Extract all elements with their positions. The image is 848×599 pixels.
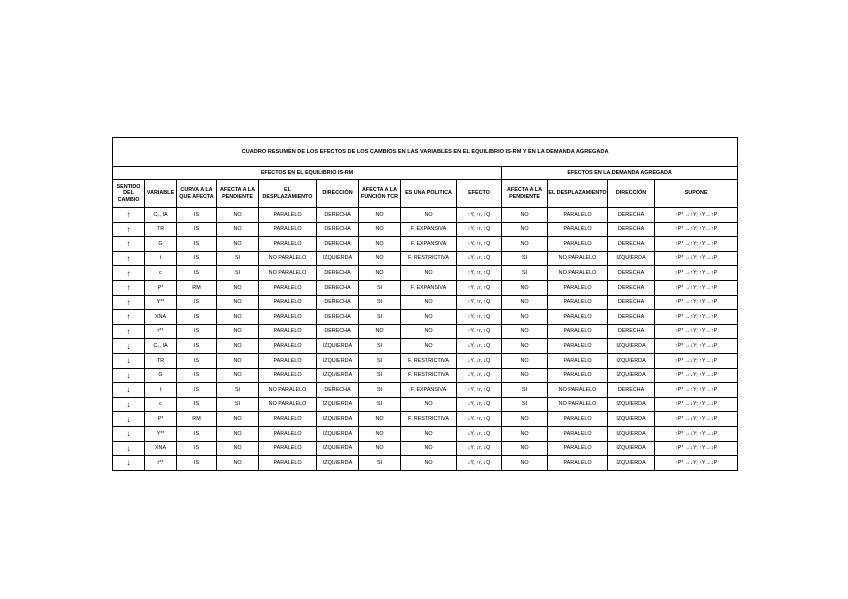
cell-da-direccion: DERECHA bbox=[608, 280, 655, 295]
cell-direccion: DERECHA bbox=[317, 266, 359, 281]
cell-da-desplazamiento: NO PARALELO bbox=[548, 383, 608, 398]
cell-direccion: DERECHA bbox=[317, 237, 359, 252]
cell-pendiente: NO bbox=[217, 295, 259, 310]
cell-politica: NO bbox=[401, 310, 457, 325]
cell-sentido: ↑ bbox=[113, 208, 145, 223]
cell-efecto: ↓Y, ↓r, ↓Q bbox=[457, 368, 502, 383]
cell-supone: ↑P* →↓Y; ↑Y→↓P bbox=[655, 426, 738, 441]
cell-pendiente: SI bbox=[217, 383, 259, 398]
cell-da-desplazamiento: PARALELO bbox=[548, 280, 608, 295]
cell-curva: IS bbox=[177, 237, 217, 252]
cell-pendiente: NO bbox=[217, 456, 259, 471]
cell-curva: RM bbox=[177, 412, 217, 427]
cell-pendiente: NO bbox=[217, 208, 259, 223]
cell-variable: Y** bbox=[145, 295, 177, 310]
table-row bbox=[113, 280, 738, 295]
cell-pendiente: NO bbox=[217, 353, 259, 368]
cell-variable: t bbox=[145, 383, 177, 398]
cell-pendiente: SI bbox=[217, 397, 259, 412]
cell-pendiente: NO bbox=[217, 280, 259, 295]
cell-direccion: IZQUIERDA bbox=[317, 426, 359, 441]
cell-efecto: ↓Y, ↑r, ↓Q bbox=[457, 456, 502, 471]
cell-efecto: ↑Y, ↑r, ↑Q bbox=[457, 266, 502, 281]
cell-politica: NO bbox=[401, 324, 457, 339]
cell-desplazamiento: PARALELO bbox=[259, 441, 317, 456]
cell-politica: NO bbox=[401, 339, 457, 354]
cell-da-direccion: DERECHA bbox=[608, 310, 655, 325]
cell-desplazamiento: NO PARALELO bbox=[259, 383, 317, 398]
col-header-efecto: EFECTO bbox=[457, 180, 502, 208]
cell-tcr: NO bbox=[359, 251, 401, 266]
cell-da-desplazamiento: PARALELO bbox=[548, 208, 608, 223]
table-row bbox=[113, 368, 738, 383]
table-row bbox=[113, 266, 738, 281]
table-row bbox=[113, 237, 738, 252]
table-row bbox=[113, 383, 738, 398]
cell-supone: ↑P* →↑Y; ↑Y→↑P bbox=[655, 310, 738, 325]
cell-politica: NO bbox=[401, 295, 457, 310]
cell-desplazamiento: PARALELO bbox=[259, 324, 317, 339]
cell-supone: ↑P* →↑Y; ↑Y→↑P bbox=[655, 208, 738, 223]
cell-direccion: DERECHA bbox=[317, 324, 359, 339]
cell-sentido: ↓ bbox=[113, 426, 145, 441]
cell-pendiente: NO bbox=[217, 237, 259, 252]
col-header-curva: CURVA A LA QUE AFECTA bbox=[177, 180, 217, 208]
cell-tcr: SI bbox=[359, 339, 401, 354]
cell-supone: ↑P* →↓Y; ↑Y→↓P bbox=[655, 339, 738, 354]
cell-efecto: ↑Y, ↑r, ↑Q bbox=[457, 295, 502, 310]
cell-efecto: ↓Y, ↓r, ↓Q bbox=[457, 426, 502, 441]
cell-da-pendiente: NO bbox=[502, 280, 548, 295]
cell-tcr: NO bbox=[359, 208, 401, 223]
cell-pendiente: NO bbox=[217, 339, 259, 354]
cell-politica: NO bbox=[401, 426, 457, 441]
cell-tcr: NO bbox=[359, 441, 401, 456]
cell-sentido: ↓ bbox=[113, 353, 145, 368]
cell-da-desplazamiento: PARALELO bbox=[548, 324, 608, 339]
table-row bbox=[113, 441, 738, 456]
cell-pendiente: NO bbox=[217, 426, 259, 441]
cell-tcr: NO bbox=[359, 324, 401, 339]
col-header-desplazamiento: EL DESPLAZAMIENTO bbox=[259, 180, 317, 208]
cell-da-direccion: IZQUIERDA bbox=[608, 353, 655, 368]
cell-tcr: NO bbox=[359, 412, 401, 427]
cell-variable: t bbox=[145, 251, 177, 266]
cell-da-desplazamiento: PARALELO bbox=[548, 353, 608, 368]
cell-da-direccion: IZQUIERDA bbox=[608, 397, 655, 412]
cell-desplazamiento: NO PARALELO bbox=[259, 397, 317, 412]
cell-desplazamiento: PARALELO bbox=[259, 295, 317, 310]
cell-sentido: ↓ bbox=[113, 339, 145, 354]
cell-variable: P* bbox=[145, 280, 177, 295]
cell-curva: IS bbox=[177, 353, 217, 368]
cell-pendiente: SI bbox=[217, 266, 259, 281]
cell-efecto: ↑Y, ↑r, ↑Q bbox=[457, 310, 502, 325]
cell-efecto: ↓Y, ↓r, ↓Q bbox=[457, 441, 502, 456]
cell-da-pendiente: NO bbox=[502, 441, 548, 456]
cell-pendiente: NO bbox=[217, 368, 259, 383]
group-header-demanda-agregada: EFECTOS EN LA DEMANDA AGREGADA bbox=[502, 167, 738, 180]
cell-tcr: SI bbox=[359, 310, 401, 325]
cell-efecto: ↑Y, ↑r, ↑Q bbox=[457, 237, 502, 252]
cell-politica: NO bbox=[401, 456, 457, 471]
cell-efecto: ↑Y, ↑r, ↑Q bbox=[457, 222, 502, 237]
cell-curva: IS bbox=[177, 295, 217, 310]
cell-da-direccion: DERECHA bbox=[608, 222, 655, 237]
cell-da-desplazamiento: NO PARALELO bbox=[548, 251, 608, 266]
cell-variable: r** bbox=[145, 456, 177, 471]
cell-desplazamiento: NO PARALELO bbox=[259, 251, 317, 266]
col-header-politica: ES UNA POLITICA bbox=[401, 180, 457, 208]
cell-direccion: DERECHA bbox=[317, 310, 359, 325]
cell-supone: ↑P* →↑Y; ↑Y→↑P bbox=[655, 280, 738, 295]
cell-curva: RM bbox=[177, 280, 217, 295]
cell-efecto: ↓Y, ↓r, ↓Q bbox=[457, 397, 502, 412]
col-header-variable: VARIABLE bbox=[145, 180, 177, 208]
cell-pendiente: NO bbox=[217, 441, 259, 456]
cell-da-pendiente: NO bbox=[502, 208, 548, 223]
cell-sentido: ↓ bbox=[113, 397, 145, 412]
col-header-direccion: DIRECCIÓN bbox=[317, 180, 359, 208]
cell-variable: XNA bbox=[145, 441, 177, 456]
cell-efecto: ↑Y, ↑r, ↑Q bbox=[457, 208, 502, 223]
cell-variable: P* bbox=[145, 412, 177, 427]
cell-politica: F. EXPANSIVA bbox=[401, 237, 457, 252]
cell-sentido: ↑ bbox=[113, 266, 145, 281]
cell-direccion: DERECHA bbox=[317, 208, 359, 223]
cell-sentido: ↓ bbox=[113, 412, 145, 427]
cell-curva: IS bbox=[177, 208, 217, 223]
cell-da-direccion: IZQUIERDA bbox=[608, 251, 655, 266]
cell-da-direccion: IZQUIERDA bbox=[608, 412, 655, 427]
cell-curva: IS bbox=[177, 324, 217, 339]
cell-curva: IS bbox=[177, 456, 217, 471]
cell-efecto: ↑Y, ↓r, ↑Q bbox=[457, 280, 502, 295]
cell-direccion: DERECHA bbox=[317, 295, 359, 310]
cell-curva: IS bbox=[177, 266, 217, 281]
cell-da-direccion: DERECHA bbox=[608, 295, 655, 310]
cell-direccion: IZQUIERDA bbox=[317, 412, 359, 427]
cell-desplazamiento: NO PARALELO bbox=[259, 266, 317, 281]
cell-pendiente: NO bbox=[217, 324, 259, 339]
cell-supone: ↑P* →↓Y; ↑Y→↓P bbox=[655, 441, 738, 456]
cell-da-desplazamiento: NO PARALELO bbox=[548, 397, 608, 412]
cell-supone: ↑P* →↓Y; ↑Y→↓P bbox=[655, 397, 738, 412]
table-row bbox=[113, 339, 738, 354]
col-header-da-direccion: DIRECCIÓN bbox=[608, 180, 655, 208]
cell-da-desplazamiento: PARALELO bbox=[548, 295, 608, 310]
cell-pendiente: NO bbox=[217, 412, 259, 427]
cell-da-pendiente: NO bbox=[502, 324, 548, 339]
cell-direccion: DERECHA bbox=[317, 383, 359, 398]
cell-da-pendiente: SI bbox=[502, 383, 548, 398]
cell-politica: F. RESTRICTIVA bbox=[401, 412, 457, 427]
cell-da-pendiente: NO bbox=[502, 222, 548, 237]
cell-da-pendiente: SI bbox=[502, 397, 548, 412]
table-row bbox=[113, 310, 738, 325]
cell-politica: NO bbox=[401, 266, 457, 281]
cell-tcr: NO bbox=[359, 426, 401, 441]
cell-sentido: ↑ bbox=[113, 324, 145, 339]
cell-variable: TR bbox=[145, 222, 177, 237]
cell-sentido: ↓ bbox=[113, 383, 145, 398]
cell-efecto: ↓Y, ↓r, ↓Q bbox=[457, 353, 502, 368]
cell-curva: IS bbox=[177, 441, 217, 456]
cell-da-pendiente: NO bbox=[502, 237, 548, 252]
table-title: CUADRO RESUMEN DE LOS EFECTOS DE LOS CAMBIOS EN LAS VARIABLES EN EL EQUILIBRIO IS-RM Y EN LA DEMANDA AGREGADA bbox=[113, 138, 738, 167]
table-row bbox=[113, 208, 738, 223]
cell-variable: G bbox=[145, 237, 177, 252]
cell-desplazamiento: PARALELO bbox=[259, 426, 317, 441]
cell-da-pendiente: SI bbox=[502, 251, 548, 266]
table-row bbox=[113, 426, 738, 441]
cell-politica: F. EXPANSIVA bbox=[401, 222, 457, 237]
cell-politica: NO bbox=[401, 397, 457, 412]
cell-variable: XNA bbox=[145, 310, 177, 325]
cell-sentido: ↓ bbox=[113, 368, 145, 383]
cell-supone: ↑P* →↑Y; ↑Y→↑P bbox=[655, 383, 738, 398]
cell-da-desplazamiento: PARALELO bbox=[548, 426, 608, 441]
cell-da-pendiente: NO bbox=[502, 295, 548, 310]
cell-curva: IS bbox=[177, 368, 217, 383]
cell-desplazamiento: PARALELO bbox=[259, 353, 317, 368]
cell-variable: c bbox=[145, 397, 177, 412]
cell-efecto: ↓Y, ↓r, ↓Q bbox=[457, 251, 502, 266]
cell-da-direccion: IZQUIERDA bbox=[608, 456, 655, 471]
cell-sentido: ↑ bbox=[113, 295, 145, 310]
table-body bbox=[113, 208, 738, 471]
cell-da-pendiente: NO bbox=[502, 339, 548, 354]
cell-pendiente: NO bbox=[217, 222, 259, 237]
cell-da-pendiente: NO bbox=[502, 310, 548, 325]
cell-tcr: SI bbox=[359, 295, 401, 310]
summary-table bbox=[112, 137, 738, 471]
col-header-da-desplazamiento: EL DESPLAZAMIENTO bbox=[548, 180, 608, 208]
cell-politica: F. RESTRICTIVA bbox=[401, 368, 457, 383]
cell-tcr: NO bbox=[359, 222, 401, 237]
cell-da-desplazamiento: PARALELO bbox=[548, 310, 608, 325]
cell-da-pendiente: SI bbox=[502, 266, 548, 281]
cell-efecto: ↓Y, ↑r, ↑Q bbox=[457, 412, 502, 427]
cell-curva: IS bbox=[177, 383, 217, 398]
table-row bbox=[113, 222, 738, 237]
cell-variable: Y** bbox=[145, 426, 177, 441]
cell-da-desplazamiento: PARALELO bbox=[548, 222, 608, 237]
cell-direccion: IZQUIERDA bbox=[317, 397, 359, 412]
cell-efecto: ↑Y, ↑r, ↑Q bbox=[457, 383, 502, 398]
cell-variable: G bbox=[145, 368, 177, 383]
cell-curva: IS bbox=[177, 339, 217, 354]
cell-da-direccion: IZQUIERDA bbox=[608, 368, 655, 383]
cell-da-desplazamiento: PARALELO bbox=[548, 368, 608, 383]
cell-tcr: SI bbox=[359, 383, 401, 398]
col-header-pendiente: AFECTA A LA PENDIENTE bbox=[217, 180, 259, 208]
cell-sentido: ↑ bbox=[113, 310, 145, 325]
cell-da-pendiente: NO bbox=[502, 426, 548, 441]
cell-variable: TR bbox=[145, 353, 177, 368]
cell-variable: r** bbox=[145, 324, 177, 339]
cell-supone: ↑P* →↓Y; ↑Y→↓P bbox=[655, 368, 738, 383]
group-header-is-rm: EFECTOS EN EL EQUILIBRIO IS-RM bbox=[113, 167, 502, 180]
cell-da-desplazamiento: NO PARALELO bbox=[548, 266, 608, 281]
cell-pendiente: SI bbox=[217, 251, 259, 266]
cell-sentido: ↑ bbox=[113, 280, 145, 295]
cell-politica: F. EXPANSIVA bbox=[401, 280, 457, 295]
table-row bbox=[113, 397, 738, 412]
cell-da-direccion: DERECHA bbox=[608, 383, 655, 398]
cell-curva: IS bbox=[177, 251, 217, 266]
cell-direccion: IZQUIERDA bbox=[317, 456, 359, 471]
cell-da-direccion: DERECHA bbox=[608, 324, 655, 339]
cell-desplazamiento: PARALELO bbox=[259, 222, 317, 237]
cell-da-pendiente: NO bbox=[502, 456, 548, 471]
cell-da-desplazamiento: PARALELO bbox=[548, 237, 608, 252]
table-row bbox=[113, 353, 738, 368]
cell-direccion: DERECHA bbox=[317, 280, 359, 295]
col-header-sentido: SENTIDO DEL CAMBIO bbox=[113, 180, 145, 208]
cell-tcr: SI bbox=[359, 368, 401, 383]
cell-direccion: IZQUIERDA bbox=[317, 353, 359, 368]
col-header-supone: SUPONE bbox=[655, 180, 738, 208]
cell-tcr: NO bbox=[359, 237, 401, 252]
cell-da-pendiente: NO bbox=[502, 368, 548, 383]
cell-variable: c bbox=[145, 266, 177, 281]
cell-supone: ↑P* →↑Y; ↑Y→↑P bbox=[655, 237, 738, 252]
cell-desplazamiento: PARALELO bbox=[259, 310, 317, 325]
column-headers bbox=[113, 180, 738, 208]
cell-desplazamiento: PARALELO bbox=[259, 412, 317, 427]
cell-efecto: ↑Y, ↑r, ↑Q bbox=[457, 324, 502, 339]
cell-pendiente: NO bbox=[217, 310, 259, 325]
cell-direccion: IZQUIERDA bbox=[317, 251, 359, 266]
cell-da-desplazamiento: PARALELO bbox=[548, 441, 608, 456]
col-header-da-pendiente: AFECTA A LA PENDIENTE bbox=[502, 180, 548, 208]
col-header-tcr: AFECTA A LA FUNCIÓN TCR bbox=[359, 180, 401, 208]
cell-tcr: SI bbox=[359, 456, 401, 471]
table-row bbox=[113, 295, 738, 310]
cell-da-pendiente: NO bbox=[502, 353, 548, 368]
cell-politica: F. EXPANSIVA bbox=[401, 383, 457, 398]
cell-da-desplazamiento: PARALELO bbox=[548, 339, 608, 354]
cell-variable: C₀, IA bbox=[145, 339, 177, 354]
cell-variable: C₀, IA bbox=[145, 208, 177, 223]
cell-desplazamiento: PARALELO bbox=[259, 280, 317, 295]
cell-politica: NO bbox=[401, 208, 457, 223]
cell-direccion: IZQUIERDA bbox=[317, 368, 359, 383]
cell-politica: F. RESTRICTIVA bbox=[401, 353, 457, 368]
cell-efecto: ↓Y, ↓r, ↓Q bbox=[457, 339, 502, 354]
cell-curva: IS bbox=[177, 426, 217, 441]
cell-da-direccion: IZQUIERDA bbox=[608, 441, 655, 456]
cell-politica: NO bbox=[401, 441, 457, 456]
cell-da-direccion: DERECHA bbox=[608, 237, 655, 252]
cell-supone: ↑P* →↓Y; ↑Y→↓P bbox=[655, 251, 738, 266]
table-row bbox=[113, 251, 738, 266]
cell-supone: ↑P* →↑Y; ↑Y→↑P bbox=[655, 222, 738, 237]
cell-curva: IS bbox=[177, 222, 217, 237]
cell-da-desplazamiento: PARALELO bbox=[548, 456, 608, 471]
table-row bbox=[113, 412, 738, 427]
cell-desplazamiento: PARALELO bbox=[259, 368, 317, 383]
cell-supone: ↑P* →↑Y; ↑Y→↑P bbox=[655, 295, 738, 310]
cell-direccion: IZQUIERDA bbox=[317, 441, 359, 456]
cell-sentido: ↓ bbox=[113, 456, 145, 471]
table-row bbox=[113, 456, 738, 471]
cell-supone: ↑P* →↑Y; ↑Y→↑P bbox=[655, 324, 738, 339]
cell-direccion: IZQUIERDA bbox=[317, 339, 359, 354]
cell-da-pendiente: NO bbox=[502, 412, 548, 427]
cell-supone: ↑P* →↓Y; ↑Y→↓P bbox=[655, 412, 738, 427]
cell-tcr: SI bbox=[359, 280, 401, 295]
cell-politica: F. RESTRICTIVA bbox=[401, 251, 457, 266]
cell-sentido: ↑ bbox=[113, 237, 145, 252]
cell-da-desplazamiento: PARALELO bbox=[548, 412, 608, 427]
cell-da-direccion: IZQUIERDA bbox=[608, 426, 655, 441]
cell-da-direccion: IZQUIERDA bbox=[608, 339, 655, 354]
cell-sentido: ↓ bbox=[113, 441, 145, 456]
cell-curva: IS bbox=[177, 397, 217, 412]
cell-da-direccion: DERECHA bbox=[608, 266, 655, 281]
cell-desplazamiento: PARALELO bbox=[259, 208, 317, 223]
cell-supone: ↑P* →↓Y; ↑Y→↓P bbox=[655, 353, 738, 368]
cell-supone: ↑P* →↑Y; ↑Y→↑P bbox=[655, 266, 738, 281]
cell-tcr: SI bbox=[359, 353, 401, 368]
cell-tcr: SI bbox=[359, 397, 401, 412]
cell-tcr: NO bbox=[359, 266, 401, 281]
cell-curva: IS bbox=[177, 310, 217, 325]
cell-da-direccion: DERECHA bbox=[608, 208, 655, 223]
cell-supone: ↑P* →↓Y; ↑Y→↓P bbox=[655, 456, 738, 471]
table-row bbox=[113, 324, 738, 339]
cell-direccion: DERECHA bbox=[317, 222, 359, 237]
cell-sentido: ↑ bbox=[113, 251, 145, 266]
cell-sentido: ↑ bbox=[113, 222, 145, 237]
cell-desplazamiento: PARALELO bbox=[259, 237, 317, 252]
cell-desplazamiento: PARALELO bbox=[259, 456, 317, 471]
cell-desplazamiento: PARALELO bbox=[259, 339, 317, 354]
